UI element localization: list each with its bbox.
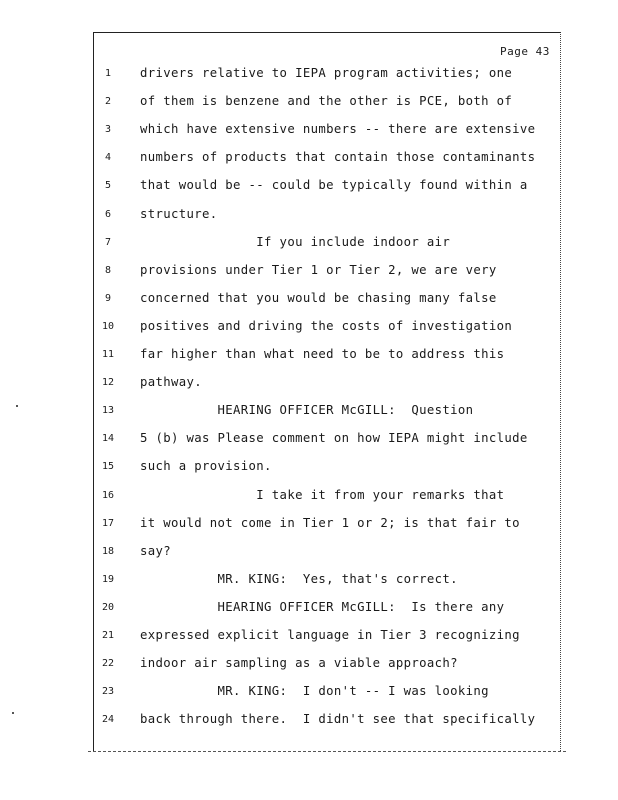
transcript-line: say? [140, 544, 172, 558]
transcript-line: numbers of products that contain those contaminants [140, 150, 536, 164]
scan-speck [16, 405, 18, 407]
line-number: 11 [101, 349, 115, 360]
transcript-line: expressed explicit language in Tier 3 recognizing [140, 628, 520, 642]
transcript-line: If you include indoor air [140, 235, 451, 249]
line-number: 6 [104, 209, 112, 220]
transcript-line: 5 (b) was Please comment on how IEPA might include [140, 431, 528, 445]
page-bottom-border [88, 751, 566, 752]
line-number: 3 [104, 124, 112, 135]
line-number: 17 [101, 518, 115, 529]
transcript-line: concerned that you would be chasing many false [140, 291, 497, 305]
line-number: 23 [101, 686, 115, 697]
transcript-line: structure. [140, 207, 218, 221]
line-number: 13 [101, 405, 115, 416]
transcript-line: MR. KING: Yes, that's correct. [140, 572, 458, 586]
line-number: 12 [101, 377, 115, 388]
line-number: 1 [104, 68, 112, 79]
line-number: 4 [104, 152, 112, 163]
transcript-line: that would be -- could be typically found within a [140, 178, 528, 192]
transcript-line: HEARING OFFICER McGILL: Is there any [140, 600, 505, 614]
transcript-line: of them is benzene and the other is PCE, both of [140, 94, 513, 108]
line-number: 19 [101, 574, 115, 585]
transcript-line: drivers relative to IEPA program activities; one [140, 66, 513, 80]
transcript-line: pathway. [140, 375, 203, 389]
line-number: 8 [104, 265, 112, 276]
line-number: 7 [104, 237, 112, 248]
line-number: 20 [101, 602, 115, 613]
transcript-line: back through there. I didn't see that specifically [140, 712, 536, 726]
line-number: 2 [104, 96, 112, 107]
transcript-line: I take it from your remarks that [140, 488, 505, 502]
scan-speck [12, 712, 14, 714]
line-number: 10 [101, 321, 115, 332]
line-number: 18 [101, 546, 115, 557]
transcript-line: indoor air sampling as a viable approach? [140, 656, 458, 670]
transcript-line: HEARING OFFICER McGILL: Question [140, 403, 474, 417]
line-number: 9 [104, 293, 112, 304]
line-number: 16 [101, 490, 115, 501]
transcript-line: it would not come in Tier 1 or 2; is that fair to [140, 516, 520, 530]
line-number: 14 [101, 433, 115, 444]
transcript-page-frame [93, 32, 561, 751]
line-number: 24 [101, 714, 115, 725]
transcript-line: positives and driving the costs of investigation [140, 319, 513, 333]
transcript-line: provisions under Tier 1 or Tier 2, we are very [140, 263, 497, 277]
line-number: 22 [101, 658, 115, 669]
transcript-line: such a provision. [140, 459, 272, 473]
line-number: 5 [104, 180, 112, 191]
transcript-line: MR. KING: I don't -- I was looking [140, 684, 489, 698]
line-number: 21 [101, 630, 115, 641]
transcript-line: which have extensive numbers -- there are extensive [140, 122, 536, 136]
line-number: 15 [101, 461, 115, 472]
page-number: Page 43 [500, 45, 550, 58]
transcript-line: far higher than what need to be to address this [140, 347, 505, 361]
